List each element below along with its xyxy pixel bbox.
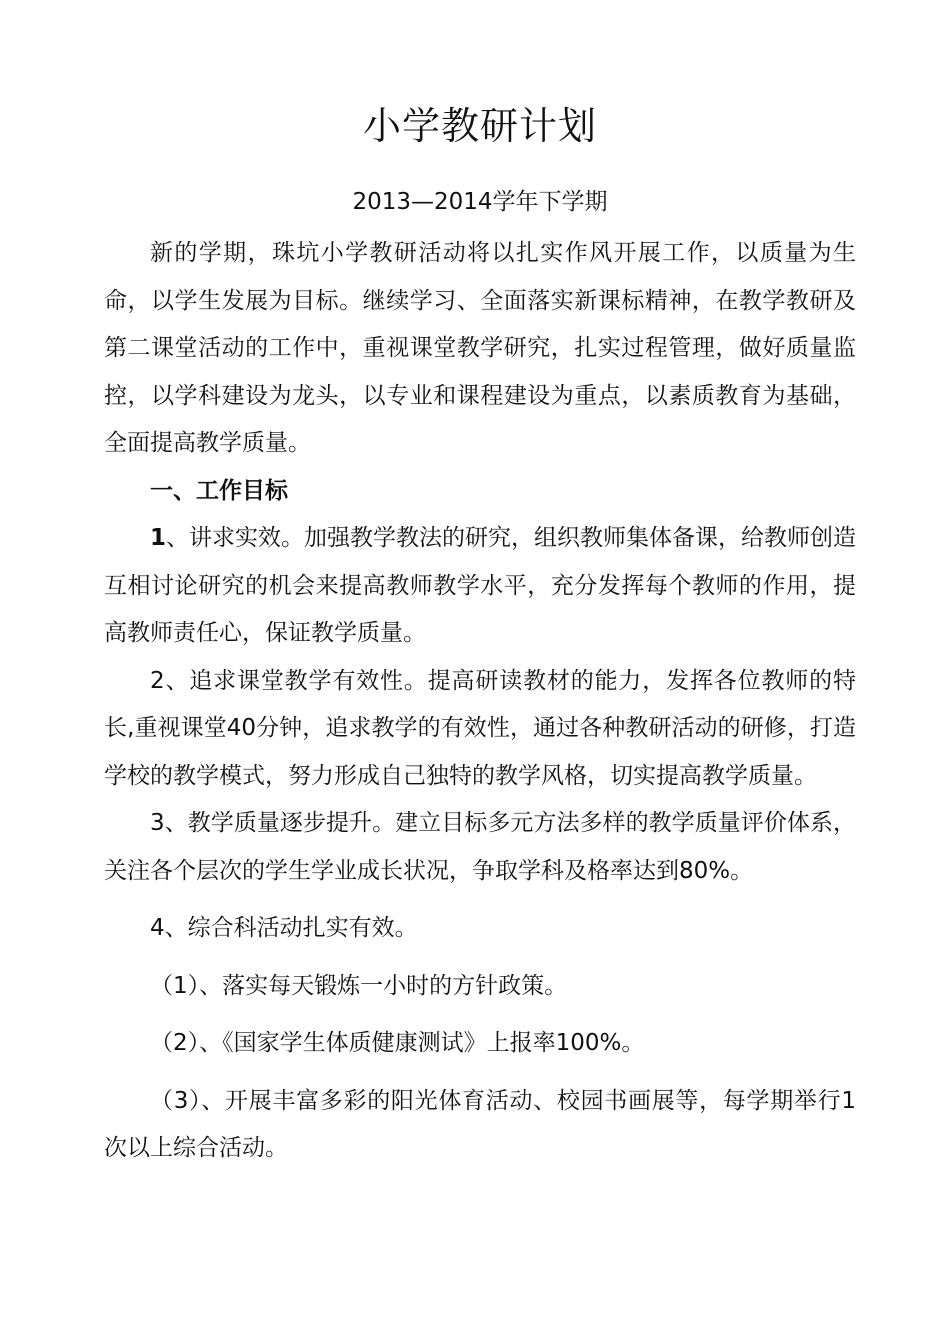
document-body — [104, 230, 856, 1173]
item-2-paragraph: 2、追求课堂教学有效性。提高研读教材的能力，发挥各位教师的特长,重视课堂40分钟，追求教学的有效性，通过各种教研活动的研修，打造学校的教学模式，努力形成自己独特的教学风格，切实提高教学质量。 — [104, 667, 856, 789]
document-title: 小学教研计划 — [362, 104, 597, 148]
item-3-paragraph: 3、教学质量逐步提升。建立目标多元方法多样的教学质量评价体系，关注各个层次的学生学业成长状况，争取学科及格率达到80%。 — [104, 810, 856, 884]
item-4-sub-3: （3）、开展丰富多彩的阳光体育活动、校园书画展等，每学期举行1次以上综合活动。 — [104, 1087, 856, 1161]
item-1-number: 1 — [150, 525, 167, 551]
document-subtitle: 2013—2014学年下学期 — [352, 189, 608, 215]
item-1-text: 、讲求实效。加强教学教法的研究，组织教师集体备课，给教师创造互相讨论研究的机会来提高教师教学水平，充分发挥每个教师的作用，提高教师责任心，保证教学质量。 — [104, 525, 857, 646]
item-1-paragraph — [104, 515, 856, 658]
item-4-sub-2: （2）、《国家学生体质健康测试》上报率100%。 — [150, 1030, 645, 1056]
item-4-sub-1: （1）、落实每天锻炼一小时的方针政策。 — [150, 972, 568, 999]
intro-paragraph: 新的学期，珠坑小学教研活动将以扎实作风开展工作，以质量为生命，以学生发展为目标。继续学习、全面落实新课标精神，在教学教研及第二课堂活动的工作中，重视课堂教学研究，扎实过程管理，做好质量监控，以学科建设为龙头，以专业和课程建设为重点，以素质教育为基础，全面提高教学质量。 — [104, 240, 856, 456]
section-heading: 一、工作目标 — [150, 477, 288, 504]
item-4-paragraph: 4、综合科活动扎实有效。 — [150, 915, 418, 941]
